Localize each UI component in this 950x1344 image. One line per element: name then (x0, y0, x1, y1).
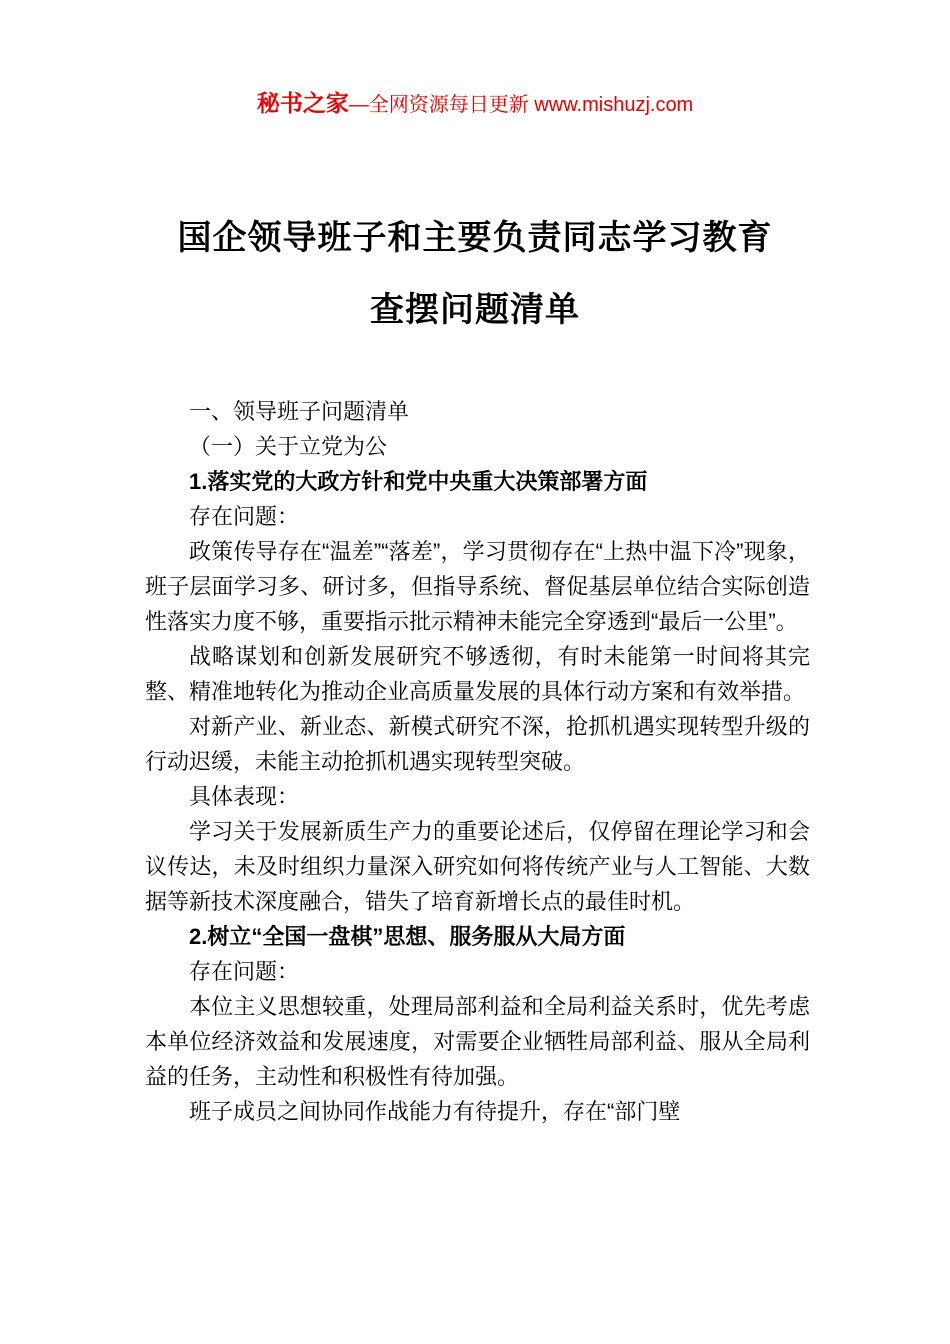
label-specific-manifestations: 具体表现： (189, 784, 300, 809)
paragraph: 政策传导存在“温差”“落差”，学习贯彻存在“上热中温下冷”现象，班子层面学习多、研讨多，但指导系统、督促基层单位结合实际创造性落实力度不够，重要指示批示精神未能完全穿透到“最后一公里”。 (145, 539, 810, 634)
section-heading-1: 一、领导班子问题清单 (189, 399, 410, 424)
document-title-line1: 国企领导班子和主要负责同志学习教育 (177, 219, 773, 257)
site-header (140, 88, 810, 120)
site-name: 秘书之家 (256, 90, 349, 116)
site-tagline: —全网资源每日更新 www.mishuzj.com (348, 94, 694, 116)
document-title (140, 202, 810, 346)
paragraph: 战略谋划和创新发展研究不够透彻，有时未能第一时间将其完整、精准地转化为推动企业高质量发展的具体行动方案和有效举措。 (145, 644, 810, 704)
document-title-line2: 查摆问题清单 (370, 291, 580, 329)
subsection-heading-1: （一）关于立党为公 (189, 434, 388, 459)
item-heading-2: 2.树立“全国一盘棋”思想、服务服从大局方面 (189, 924, 626, 949)
paragraph: 对新产业、新业态、新模式研究不深，抢抓机遇实现转型升级的行动迟缓，未能主动抢抓机遇实现转型突破。 (145, 714, 810, 774)
document-body (145, 394, 810, 1129)
label-existing-problems: 存在问题： (189, 504, 300, 529)
paragraph-truncated: 班子成员之间协同作战能力有待提升，存在“部门壁 (189, 1099, 681, 1124)
item-heading-1: 1.落实党的大政方针和党中央重大决策部署方面 (189, 469, 648, 494)
paragraph: 学习关于发展新质生产力的重要论述后，仅停留在理论学习和会议传达，未及时组织力量深入研究如何将传统产业与人工智能、大数据等新技术深度融合，错失了培育新增长点的最佳时机。 (145, 819, 810, 914)
label-existing-problems: 存在问题： (189, 959, 300, 984)
paragraph: 本位主义思想较重，处理局部利益和全局利益关系时，优先考虑本单位经济效益和发展速度，对需要企业牺牲局部利益、服从全局利益的任务，主动性和积极性有待加强。 (145, 994, 810, 1089)
